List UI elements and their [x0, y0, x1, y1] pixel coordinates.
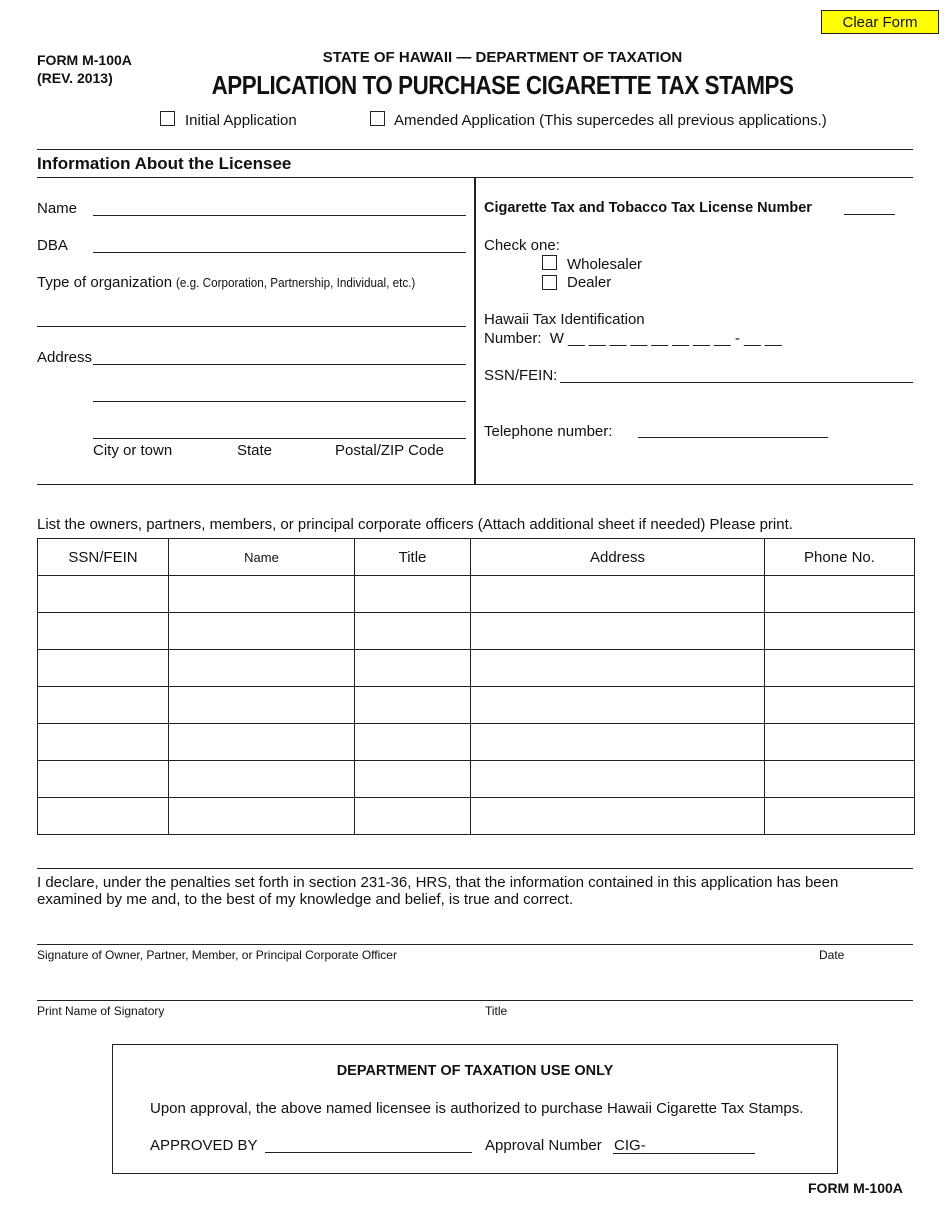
table-cell[interactable] — [471, 798, 765, 835]
table-cell[interactable] — [355, 613, 471, 650]
table-cell[interactable] — [169, 687, 355, 724]
table-cell[interactable] — [765, 798, 915, 835]
table-cell[interactable] — [471, 613, 765, 650]
table-cell[interactable] — [38, 576, 169, 613]
approval-number-prefix: CIG- — [614, 1137, 646, 1154]
table-cell[interactable] — [765, 613, 915, 650]
address-line-1-field[interactable] — [93, 364, 466, 365]
table-row — [38, 576, 915, 613]
amended-application-checkbox[interactable] — [370, 111, 385, 126]
address-city-state-zip-field[interactable] — [93, 438, 466, 439]
state-label: State — [237, 442, 273, 459]
city-label: City or town — [93, 442, 173, 459]
approved-by-label: APPROVED BY — [150, 1137, 258, 1154]
department-heading: STATE OF HAWAII — DEPARTMENT OF TAXATION — [322, 49, 683, 66]
org-type-hint: (e.g. Corporation, Partnership, Individual, etc.) — [176, 275, 416, 290]
name-label: Name — [37, 200, 78, 217]
footer-form-number: FORM M-100A — [808, 1180, 903, 1196]
table-cell[interactable] — [169, 650, 355, 687]
wholesaler-label: Wholesaler — [567, 256, 643, 273]
dba-label: DBA — [37, 237, 68, 254]
table-header-row — [38, 539, 915, 576]
table-cell[interactable] — [355, 576, 471, 613]
table-cell[interactable] — [169, 613, 355, 650]
table-cell[interactable] — [169, 724, 355, 761]
declaration-text: I declare, under the penalties set forth in section 231-36, HRS, that the information contained in this application has been examined by me and, to the best of my knowledge and belief, is true and correct. — [37, 874, 839, 908]
table-cell[interactable] — [765, 761, 915, 798]
print-name-label: Print Name of Signatory — [37, 1004, 165, 1018]
table-cell[interactable] — [38, 761, 169, 798]
address-label: Address — [37, 349, 93, 366]
table-cell[interactable] — [765, 576, 915, 613]
table-cell[interactable] — [38, 687, 169, 724]
table-cell[interactable] — [765, 724, 915, 761]
check-one-label: Check one: — [484, 237, 560, 254]
table-cell[interactable] — [169, 576, 355, 613]
officers-instruction: List the owners, partners, members, or principal corporate officers (Attach additional sheet if needed) Please print. — [37, 516, 793, 533]
column-header-address: Address — [471, 539, 765, 576]
table-cell[interactable] — [169, 761, 355, 798]
table-cell[interactable] — [471, 576, 765, 613]
column-header-ssn-fein: SSN/FEIN — [38, 539, 169, 576]
clear-form-button[interactable]: Clear Form — [821, 10, 939, 34]
table-row — [38, 613, 915, 650]
wholesaler-checkbox[interactable] — [542, 255, 557, 270]
office-use-text: Upon approval, the above named licensee is authorized to purchase Hawaii Cigarette Tax Stamps. — [150, 1100, 804, 1117]
licensee-section-title: Information About the Licensee — [37, 154, 292, 173]
initial-application-label: Initial Application — [185, 112, 297, 129]
table-cell[interactable] — [355, 687, 471, 724]
form-revision: (REV. 2013) — [37, 70, 113, 86]
table-row — [38, 761, 915, 798]
initial-application-checkbox[interactable] — [160, 111, 175, 126]
tax-id-label: Hawaii Tax Identification — [484, 311, 645, 328]
table-cell[interactable] — [471, 761, 765, 798]
column-header-phone: Phone No. — [765, 539, 915, 576]
date-label: Date — [819, 948, 845, 962]
divider — [37, 149, 913, 150]
signatory-title-label: Title — [485, 1004, 508, 1018]
zip-label: Postal/ZIP Code — [335, 442, 444, 459]
license-number-label: Cigarette Tax and Tobacco Tax License Number — [484, 200, 812, 216]
org-type-field[interactable] — [37, 326, 466, 327]
approved-by-field[interactable] — [265, 1152, 472, 1153]
table-cell[interactable] — [38, 798, 169, 835]
table-cell[interactable] — [355, 761, 471, 798]
telephone-label: Telephone number: — [484, 423, 613, 440]
officers-table — [37, 538, 915, 835]
table-row — [38, 650, 915, 687]
table-row — [38, 724, 915, 761]
org-type-label-text: Type of organization — [37, 274, 173, 291]
signature-line[interactable] — [37, 944, 913, 945]
org-type-label — [37, 274, 442, 291]
dealer-label: Dealer — [567, 274, 612, 291]
ssn-fein-field[interactable] — [560, 382, 913, 383]
tax-id-number-row — [484, 330, 782, 347]
address-line-2-field[interactable] — [93, 401, 466, 402]
tax-id-number-field[interactable]: W __ __ __ __ __ __ __ __ - __ __ — [549, 330, 782, 347]
form-number: FORM M-100A — [37, 52, 132, 68]
table-cell[interactable] — [169, 798, 355, 835]
column-divider — [474, 177, 476, 484]
column-header-title: Title — [355, 539, 471, 576]
tax-id-number-label: Number: — [484, 330, 542, 347]
divider — [37, 484, 913, 485]
approval-number-label: Approval Number — [485, 1137, 602, 1154]
table-cell[interactable] — [471, 650, 765, 687]
table-cell[interactable] — [38, 650, 169, 687]
license-number-field[interactable] — [844, 214, 895, 215]
table-cell[interactable] — [38, 724, 169, 761]
office-use-heading: DEPARTMENT OF TAXATION USE ONLY — [336, 1063, 614, 1079]
divider — [37, 868, 913, 869]
print-name-line[interactable] — [37, 1000, 913, 1001]
table-cell[interactable] — [765, 650, 915, 687]
table-row — [38, 687, 915, 724]
table-cell[interactable] — [765, 687, 915, 724]
telephone-field[interactable] — [638, 437, 828, 438]
table-cell[interactable] — [355, 650, 471, 687]
amended-application-label: Amended Application (This supercedes all previous applications.) — [394, 112, 827, 129]
column-header-name: Name — [169, 539, 355, 576]
ssn-fein-label: SSN/FEIN: — [484, 367, 558, 384]
table-cell[interactable] — [471, 687, 765, 724]
table-row — [38, 798, 915, 835]
table-cell[interactable] — [355, 798, 471, 835]
table-cell[interactable] — [38, 613, 169, 650]
table-cell[interactable] — [355, 724, 471, 761]
dealer-checkbox[interactable] — [542, 275, 557, 290]
name-field[interactable] — [93, 215, 466, 216]
signature-label: Signature of Owner, Partner, Member, or Principal Corporate Officer — [37, 948, 397, 962]
dba-field[interactable] — [93, 252, 466, 253]
page-title: APPLICATION TO PURCHASE CIGARETTE TAX STAMPS — [211, 70, 794, 100]
table-cell[interactable] — [471, 724, 765, 761]
